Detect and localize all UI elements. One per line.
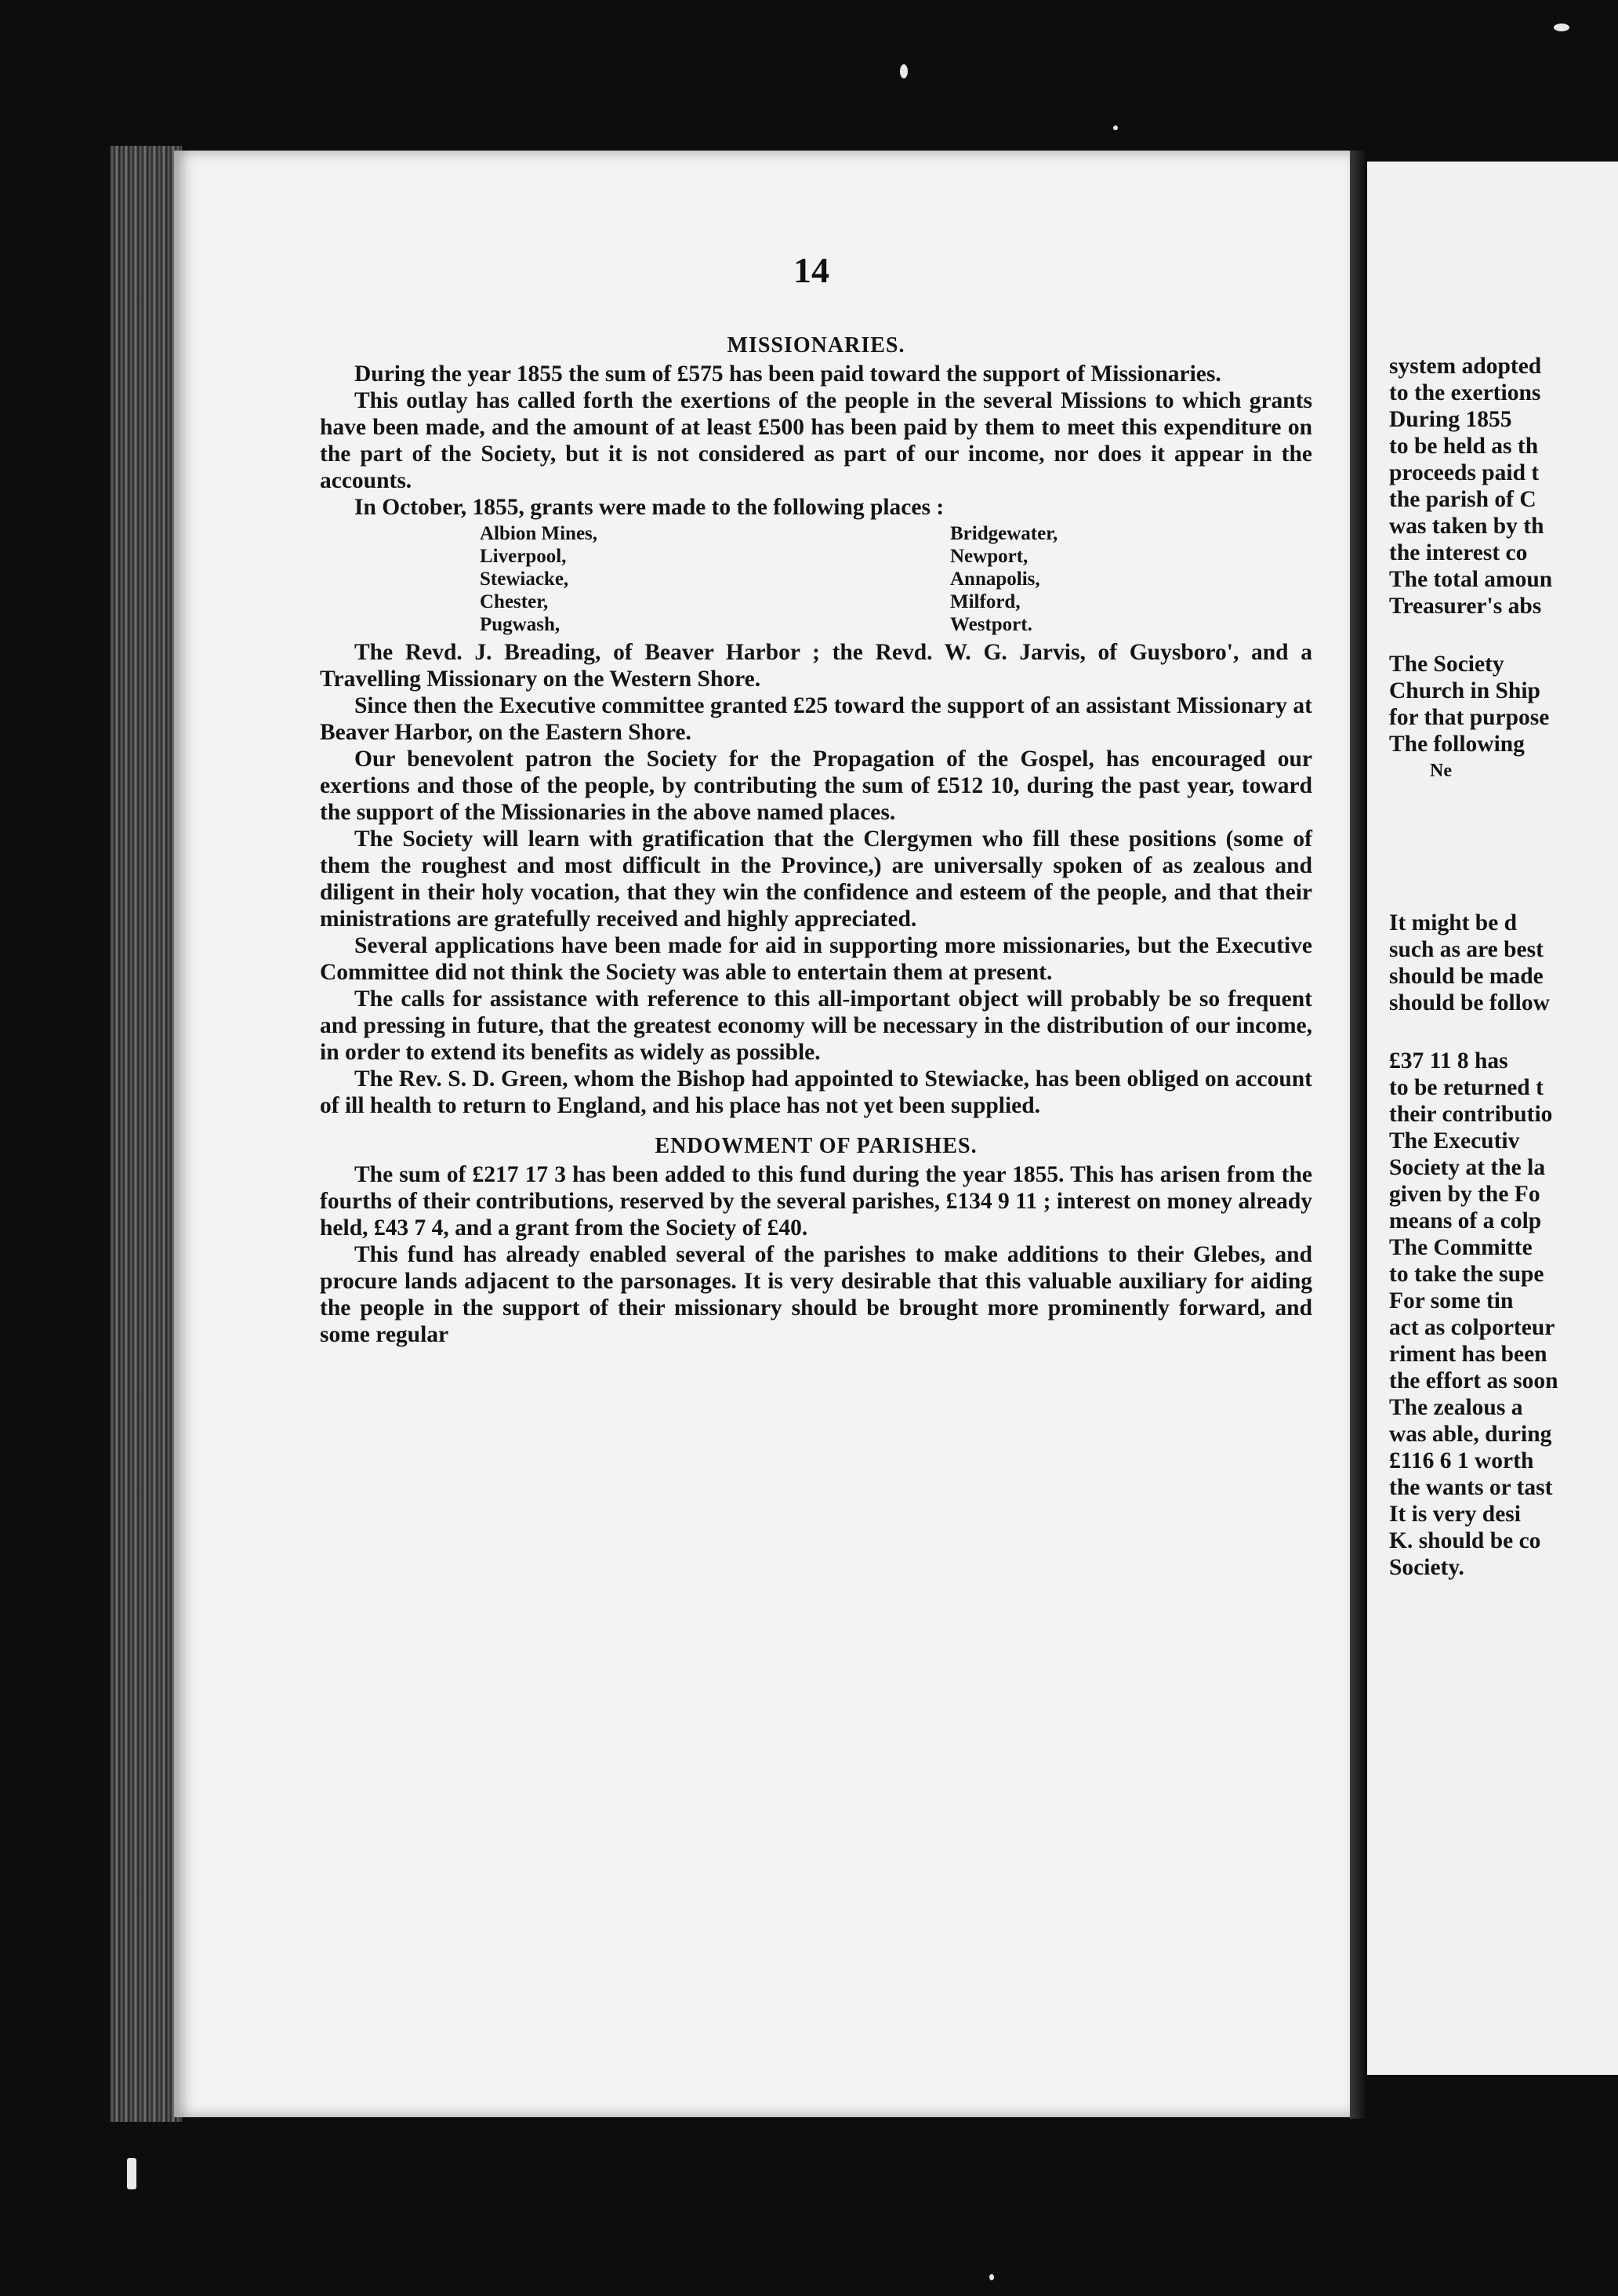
dust-speck	[1113, 125, 1118, 130]
right-page-line: to be returned t	[1389, 1075, 1544, 1100]
right-page-line	[1389, 816, 1618, 847]
paragraph: This fund has already enabled several of the parishes to make additions to their Glebes, and procure lands adjacent to the parsonages. It is very desirable that this valuable auxiliary for aiding the people in the support of their missionary should be brought more prominently forward, and some regular	[320, 1242, 1312, 1347]
place-item: Westport.	[950, 614, 1032, 635]
paragraph: In October, 1855, grants were made to the following places :	[354, 495, 945, 520]
dust-speck	[127, 2158, 136, 2189]
right-page-line: proceeds paid t	[1389, 460, 1540, 485]
right-page-line: The following	[1389, 732, 1525, 757]
place-item: Liverpool,	[480, 546, 567, 567]
right-page-line	[1389, 847, 1618, 878]
section-heading-missionaries: MISSIONARIES.	[727, 333, 905, 358]
right-page-line: During 1855	[1389, 407, 1512, 432]
right-page-line: It might be d	[1389, 910, 1518, 935]
right-page-line: the wants or tast	[1389, 1475, 1553, 1500]
right-page-line: was taken by th	[1389, 514, 1544, 539]
right-page-line: system adopted	[1389, 354, 1542, 379]
right-page-line: £37 11 8 has	[1389, 1048, 1508, 1074]
right-page-line: act as colporteur	[1389, 1315, 1555, 1340]
right-page-line: Ne	[1430, 761, 1452, 781]
paragraph: The Society will learn with gratification that the Clergymen who fill these positions (some of them the roughest and most difficult in the Province,) are universally spoken of as zealous and diligent in their holy vocation, that they win the confidence and esteem of the people, and that their ministrations are gratefully received and highly appreciated.	[320, 826, 1312, 932]
right-page-line: the effort as soon	[1389, 1368, 1558, 1393]
right-page-line	[1389, 1016, 1618, 1048]
right-page-line: to take the supe	[1389, 1262, 1544, 1287]
places-list	[320, 522, 1312, 636]
right-page-text	[1389, 353, 1618, 1581]
right-page-line	[1389, 619, 1618, 651]
page-number: 14	[793, 250, 829, 290]
right-page-line: It is very desi	[1389, 1502, 1521, 1527]
right-page-line	[1389, 878, 1618, 910]
right-page-line: Treasurer's abs	[1389, 594, 1542, 619]
dust-speck	[900, 64, 908, 78]
paragraph: The Revd. J. Breading, of Beaver Harbor ; the Revd. W. G. Jarvis, of Guysboro', and a Travelling Missionary on the Western Shore.	[320, 640, 1312, 692]
place-item: Chester,	[480, 591, 549, 612]
place-item: Annapolis,	[950, 569, 1040, 590]
paragraph: Several applications have been made for aid in supporting more missionaries, but the Executive Committee did not think the Society was able to entertain them at present.	[320, 933, 1312, 985]
right-page-line: the interest co	[1389, 540, 1528, 565]
place-item: Pugwash,	[480, 614, 560, 635]
right-page	[1367, 162, 1618, 2075]
place-item: Milford,	[950, 591, 1021, 612]
right-page-line: The total amoun	[1389, 567, 1553, 592]
right-page-line: the parish of C	[1389, 487, 1536, 512]
right-page-line: Society at the la	[1389, 1155, 1546, 1180]
paragraph: Our benevolent patron the Society for the Propagation of the Gospel, has encouraged our exertions and those of the people, by contributing the sum of £512 10, during the past year, toward the support of the Missionaries in the above named places.	[320, 747, 1312, 825]
paragraph: The Rev. S. D. Green, whom the Bishop had appointed to Stewiacke, has been obliged on account of ill health to return to England, and his place has not yet been supplied.	[320, 1066, 1312, 1118]
right-page-line: to the exertions	[1389, 380, 1541, 405]
right-page-line: The Society	[1389, 652, 1504, 677]
dust-speck	[1554, 24, 1569, 31]
paragraph: The calls for assistance with reference to this all-important object will probably be so frequent and pressing in future, that the greatest economy will be necessary in the distribution of our income, in order to extend its benefits as widely as possible.	[320, 986, 1312, 1065]
left-page-text	[320, 332, 1312, 1348]
paragraph: Since then the Executive committee granted £25 toward the support of an assistant Missionary at Beaver Harbor, on the Eastern Shore.	[320, 693, 1312, 745]
right-page-line: The zealous a	[1389, 1395, 1523, 1420]
right-page-line: Society.	[1389, 1555, 1464, 1580]
right-page-line: riment has been	[1389, 1342, 1547, 1367]
right-page-line: For some tin	[1389, 1288, 1514, 1313]
right-page-line: should be follow	[1389, 990, 1550, 1015]
place-item: Newport,	[950, 546, 1028, 567]
place-item: Albion Mines,	[480, 523, 598, 544]
right-page-line: The Committe	[1389, 1235, 1533, 1260]
book-spine	[110, 146, 182, 2122]
right-page-line: £116 6 1 worth	[1389, 1448, 1534, 1473]
right-page-line: Church in Ship	[1389, 678, 1540, 703]
right-page-line: to be held as th	[1389, 434, 1539, 459]
right-page-line: K. should be co	[1389, 1528, 1541, 1553]
right-page-line: their contributio	[1389, 1102, 1553, 1127]
right-page-line	[1389, 784, 1618, 816]
dust-speck	[989, 2274, 994, 2280]
right-page-line: for that purpose	[1389, 705, 1550, 730]
place-item: Bridgewater,	[950, 523, 1058, 544]
right-page-line: means of a colp	[1389, 1208, 1542, 1233]
right-page-line: should be made	[1389, 964, 1544, 989]
right-page-line: given by the Fo	[1389, 1182, 1540, 1207]
page-gutter	[1350, 151, 1367, 2119]
paragraph: This outlay has called forth the exertions of the people in the several Missions to which grants have been made, and the amount of at least £500 has been paid by them to meet this expenditure on the part of the Society, but it is not considered as part of our income, nor does it appear in the accounts.	[320, 388, 1312, 493]
right-page-line: The Executiv	[1389, 1128, 1520, 1153]
paragraph: The sum of £217 17 3 has been added to this fund during the year 1855. This has arisen from the fourths of their contributions, reserved by the several parishes, £134 9 11 ; interest on money already held, £43 7 4, and a grant from the Society of £40.	[320, 1162, 1312, 1241]
right-page-line: such as are best	[1389, 937, 1544, 962]
place-item: Stewiacke,	[480, 569, 569, 590]
right-page-line: was able, during	[1389, 1422, 1552, 1447]
paragraph: During the year 1855 the sum of £575 has been paid toward the support of Missionaries.	[354, 361, 1221, 387]
section-heading-endowment: ENDOWMENT OF PARISHES.	[655, 1134, 978, 1158]
